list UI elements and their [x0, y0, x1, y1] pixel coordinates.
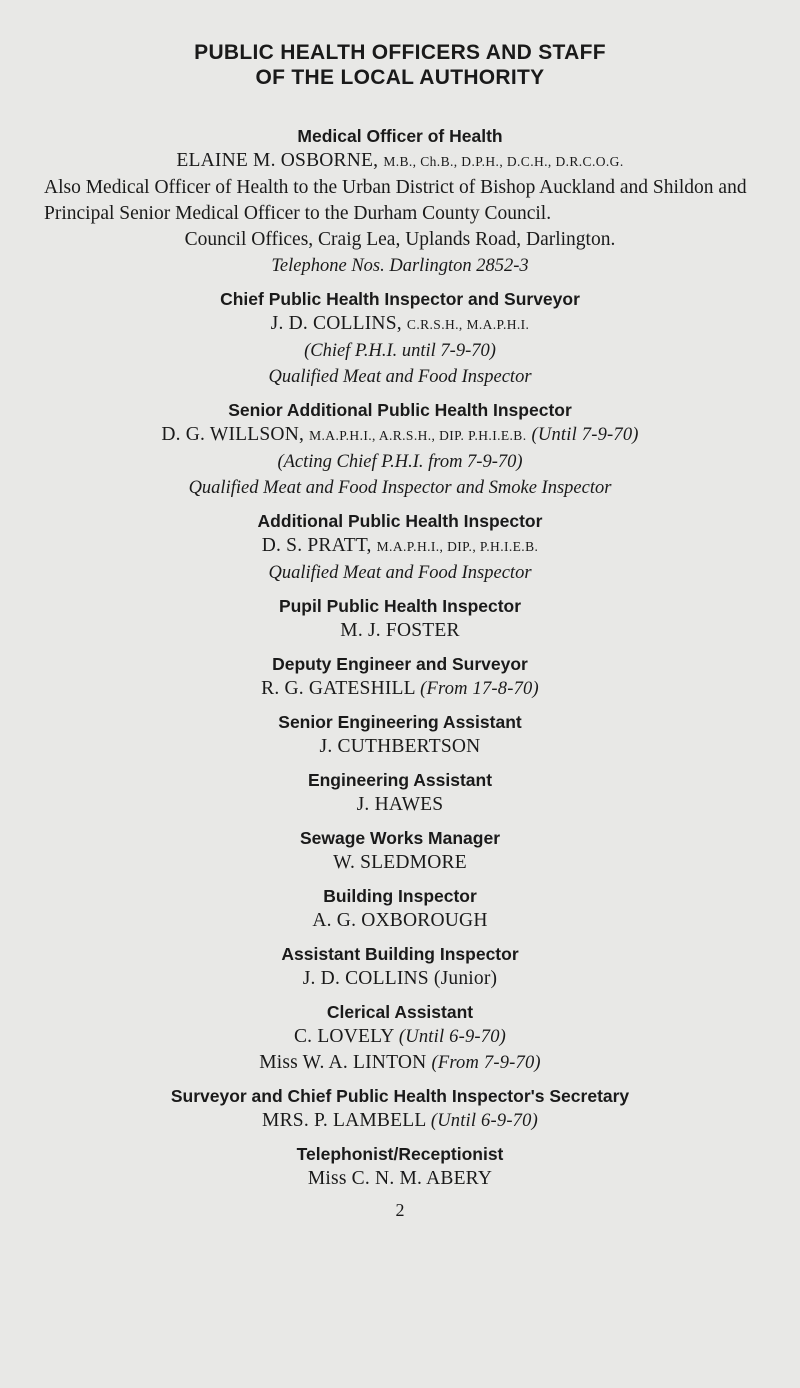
cphi-qualifications: C.R.S.H., M.A.P.H.I.	[406, 317, 530, 332]
saphi-note-inline: (Until 7-9-70)	[531, 425, 639, 445]
cphi-qualified: Qualified Meat and Food Inspector	[268, 367, 532, 387]
aphi-name-line	[0, 533, 800, 560]
ea-heading: Engineering Assistant	[307, 770, 493, 790]
telephonist-section	[0, 1142, 800, 1192]
secretary-name-line	[0, 1108, 800, 1134]
deputy-note: (From 17-8-70)	[420, 679, 539, 699]
pphi-section	[0, 594, 800, 644]
saphi-qualified: Qualified Meat and Food Inspector and Smoke Inspector	[188, 478, 612, 498]
moh-section	[0, 124, 800, 279]
saphi-note: (Acting Chief P.H.I. from 7-9-70)	[277, 452, 523, 472]
aphi-qualified: Qualified Meat and Food Inspector	[268, 563, 532, 583]
ea-name: J. HAWES	[356, 794, 444, 815]
document-title	[0, 0, 800, 90]
bi-heading: Building Inspector	[323, 886, 477, 906]
saphi-heading: Senior Additional Public Health Inspector	[228, 400, 572, 420]
moh-paragraph: Also Medical Officer of Health to the Urban District of Bishop Auckland and Shildon and Principal Senior Medical Officer to the Durham County Council.	[44, 177, 747, 224]
telephonist-name: Miss C. N. M. ABERY	[307, 1168, 493, 1189]
deputy-heading: Deputy Engineer and Surveyor	[272, 654, 528, 674]
sea-name: J. CUTHBERTSON	[319, 736, 481, 757]
title-line-1: PUBLIC HEALTH OFFICERS AND STAFF	[194, 41, 606, 64]
secretary-name: MRS. P. LAMBELL	[262, 1110, 426, 1131]
aphi-heading: Additional Public Health Inspector	[257, 511, 543, 531]
clerical-section	[0, 1000, 800, 1076]
cphi-name-line	[0, 311, 800, 338]
deputy-name: R. G. GATESHILL	[261, 678, 416, 699]
saphi-qualifications: M.A.P.H.I., A.R.S.H., DIP. P.H.I.E.B.	[309, 428, 527, 443]
pphi-name: M. J. FOSTER	[340, 620, 460, 641]
cphi-name: J. D. COLLINS,	[270, 313, 402, 334]
secretary-section	[0, 1084, 800, 1134]
saphi-section	[0, 398, 800, 501]
sewage-name: W. SLEDMORE	[333, 852, 467, 873]
moh-telephone: Telephone Nos. Darlington 2852-3	[271, 256, 529, 276]
abi-section	[0, 942, 800, 992]
abi-heading: Assistant Building Inspector	[281, 944, 519, 964]
telephonist-heading: Telephonist/Receptionist	[296, 1144, 504, 1164]
bi-section	[0, 884, 800, 934]
moh-qualifications: M.B., Ch.B., D.P.H., D.C.H., D.R.C.O.G.	[383, 154, 624, 169]
sewage-heading: Sewage Works Manager	[299, 828, 501, 848]
sea-section	[0, 710, 800, 760]
sea-heading: Senior Engineering Assistant	[278, 712, 522, 732]
clerical-name-line-2	[0, 1050, 800, 1076]
clerical-name-line-1	[0, 1024, 800, 1050]
saphi-name: D. G. WILLSON,	[161, 424, 305, 445]
secretary-heading: Surveyor and Chief Public Health Inspector's Secretary	[170, 1086, 630, 1106]
moh-name-line	[0, 148, 800, 175]
page-number: 2	[395, 1200, 405, 1220]
cphi-heading: Chief Public Health Inspector and Surveyor	[220, 289, 580, 309]
aphi-section	[0, 509, 800, 586]
clerical-name-1: C. LOVELY	[293, 1026, 394, 1047]
secretary-note: (Until 6-9-70)	[430, 1111, 538, 1131]
aphi-qualifications: M.A.P.H.I., DIP., P.H.I.E.B.	[376, 539, 539, 554]
moh-name: ELAINE M. OSBORNE,	[176, 150, 379, 171]
bi-name: A. G. OXBOROUGH	[312, 910, 488, 931]
clerical-note-1: (Until 6-9-70)	[398, 1027, 507, 1047]
moh-heading: Medical Officer of Health	[297, 126, 503, 146]
aphi-name: D. S. PRATT,	[261, 535, 372, 556]
cphi-section	[0, 287, 800, 390]
ea-section	[0, 768, 800, 818]
sewage-section	[0, 826, 800, 876]
clerical-heading: Clerical Assistant	[326, 1002, 474, 1022]
cphi-note: (Chief P.H.I. until 7-9-70)	[304, 341, 496, 361]
clerical-name-2: Miss W. A. LINTON	[259, 1052, 427, 1073]
deputy-section	[0, 652, 800, 702]
deputy-name-line	[0, 676, 800, 702]
pphi-heading: Pupil Public Health Inspector	[278, 596, 522, 616]
abi-name: J. D. COLLINS (Junior)	[302, 968, 498, 989]
moh-address: Council Offices, Craig Lea, Uplands Road, Darlington.	[184, 229, 616, 250]
title-line-2: OF THE LOCAL AUTHORITY	[255, 66, 545, 89]
saphi-name-line	[0, 422, 800, 449]
clerical-note-2: (From 7-9-70)	[431, 1053, 541, 1073]
